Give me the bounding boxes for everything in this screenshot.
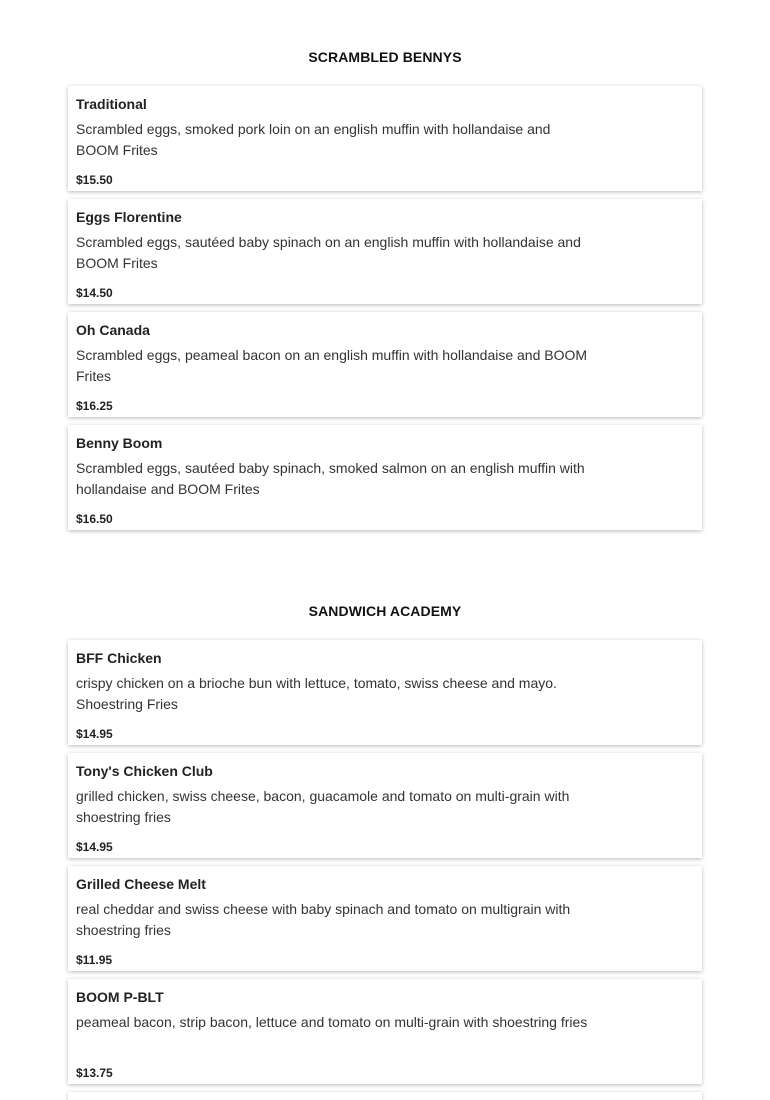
menu-item-description: crispy chicken on a brioche bun with lettuce, tomato, swiss cheese and mayo. Shoestring Fries [76,675,557,712]
menu-item-card[interactable] [68,640,702,745]
menu-item-name: Tony's Chicken Club [76,763,213,779]
menu-item-name: BOOM P-BLT [76,989,164,1005]
menu-item-description: Scrambled eggs, sautéed baby spinach, smoked salmon on an english muffin with hollandaise and BOOM Frites [76,460,585,497]
section-title-sandwich-academy: SANDWICH ACADEMY [308,603,462,619]
menu-item-card[interactable] [68,753,702,858]
menu-item-card[interactable] [68,86,702,191]
menu-item-description: grilled chicken, swiss cheese, bacon, guacamole and tomato on multi-grain with shoestring fries [76,788,570,825]
menu-item-name: Oh Canada [76,322,150,338]
menu-item-price: $15.50 [76,173,113,187]
menu-item-description: real cheddar and swiss cheese with baby spinach and tomato on multigrain with shoestring fries [76,901,571,938]
menu-item-price: $11.95 [76,953,113,967]
menu-item-card[interactable] [68,866,702,971]
menu-item-description: Scrambled eggs, sautéed baby spinach on an english muffin with hollandaise and BOOM Frites [76,234,581,271]
menu-item-name: Grilled Cheese Melt [76,876,206,892]
menu-item-price: $14.50 [76,286,113,300]
menu-item-name: BFF Chicken [76,650,162,666]
menu-item-name: Benny Boom [76,435,163,451]
section-title-scrambled-bennys: SCRAMBLED BENNYS [308,49,462,65]
menu-item-name: Traditional [76,96,147,112]
menu-item-price: $16.50 [76,512,113,526]
menu-item-name: Eggs Florentine [76,209,182,225]
menu-item-price: $14.95 [76,840,113,854]
menu-item-card-partial[interactable] [68,1092,702,1100]
menu-item-price: $13.75 [76,1066,113,1080]
menu-item-card[interactable] [68,979,702,1084]
menu-item-price: $14.95 [76,727,113,741]
menu-item-description: peameal bacon, strip bacon, lettuce and tomato on multi-grain with shoestring fries [76,1014,588,1030]
menu-item-card[interactable] [68,425,702,530]
menu-item-description: Scrambled eggs, smoked pork loin on an english muffin with hollandaise and BOOM Frites [76,121,551,158]
menu-item-card[interactable] [68,199,702,304]
menu-item-card[interactable] [68,312,702,417]
menu-item-description: Scrambled eggs, peameal bacon on an english muffin with hollandaise and BOOM Frites [76,347,588,384]
menu-item-price: $16.25 [76,399,113,413]
